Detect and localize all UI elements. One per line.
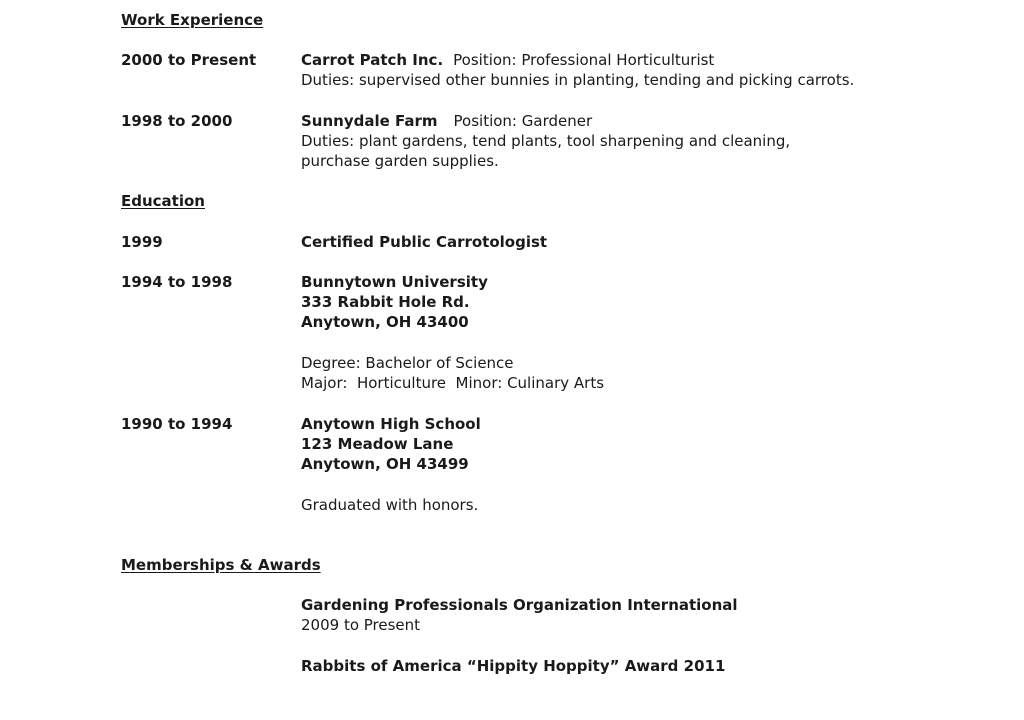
work-experience-heading: Work Experience bbox=[121, 11, 264, 29]
job-1-duties: Duties: supervised other bunnies in planting, tending and picking carrots. bbox=[301, 71, 855, 89]
education-3-note: Graduated with honors. bbox=[301, 496, 479, 514]
job-2-organization: Sunnydale Farm bbox=[301, 112, 438, 130]
education-2-degree: Degree: Bachelor of Science bbox=[301, 354, 514, 372]
job-1-position: Position: Professional Horticulturist bbox=[453, 51, 715, 69]
award-1-title: Rabbits of America “Hippity Hoppity” Award 2011 bbox=[301, 657, 726, 675]
education-2-dates: 1994 to 1998 bbox=[121, 273, 233, 291]
membership-1-title: Gardening Professionals Organization International bbox=[301, 596, 738, 614]
education-2-address: 333 Rabbit Hole Rd. bbox=[301, 293, 470, 311]
job-1-title bbox=[301, 50, 714, 70]
job-2-title bbox=[301, 111, 592, 131]
education-2-city: Anytown, OH 43400 bbox=[301, 313, 469, 331]
education-3-dates: 1990 to 1994 bbox=[121, 415, 233, 433]
education-3-address: 123 Meadow Lane bbox=[301, 435, 454, 453]
education-1-title: Certified Public Carrotologist bbox=[301, 233, 548, 251]
membership-1-dates: 2009 to Present bbox=[301, 616, 421, 634]
education-3-city: Anytown, OH 43499 bbox=[301, 455, 469, 473]
education-1-dates: 1999 bbox=[121, 233, 163, 251]
memberships-heading: Memberships & Awards bbox=[121, 556, 321, 574]
job-2-duties-line-1: Duties: plant gardens, tend plants, tool sharpening and cleaning, bbox=[301, 132, 791, 150]
education-2-school: Bunnytown University bbox=[301, 273, 488, 291]
job-1-organization: Carrot Patch Inc. bbox=[301, 51, 444, 69]
education-2-major: Major: Horticulture Minor: Culinary Arts bbox=[301, 374, 605, 392]
job-2-position: Position: Gardener bbox=[453, 112, 593, 130]
education-heading: Education bbox=[121, 192, 205, 210]
job-2-duties-line-2: purchase garden supplies. bbox=[301, 152, 499, 170]
education-3-school: Anytown High School bbox=[301, 415, 481, 433]
job-1-dates: 2000 to Present bbox=[121, 51, 257, 69]
job-2-dates: 1998 to 2000 bbox=[121, 112, 233, 130]
